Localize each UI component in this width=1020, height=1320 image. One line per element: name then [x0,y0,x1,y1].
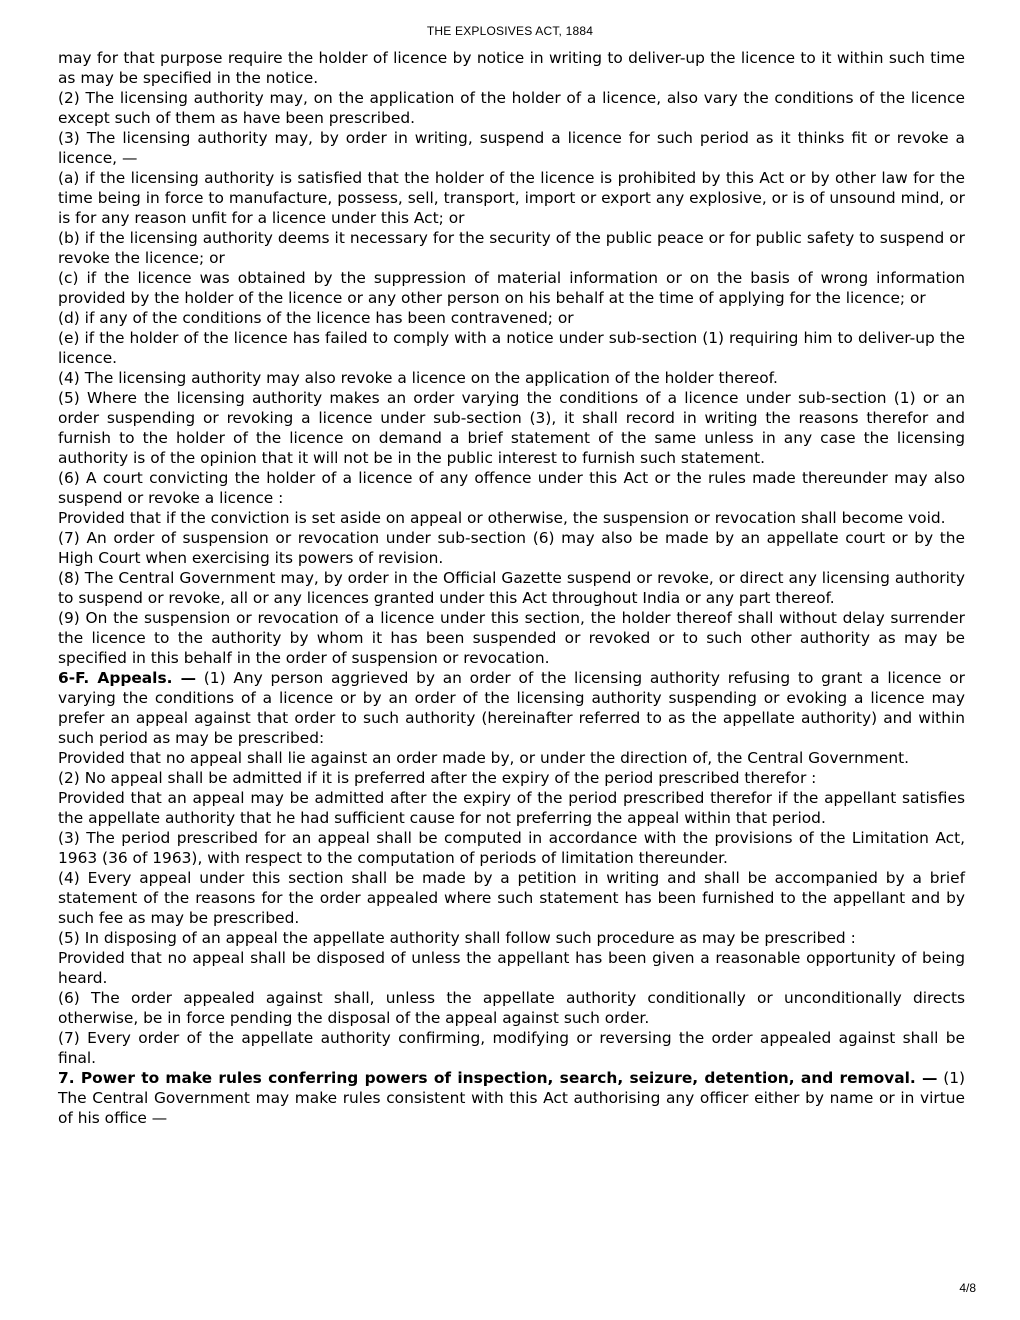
paragraph: (8) The Central Government may, by order in the Official Gazette suspend or revoke, or direct any licensing authority to suspend or revoke, all or any licences granted under this Act throughout India or any part thereof. [58,569,965,607]
paragraph: (b) if the licensing authority deems it necessary for the security of the public peace or for public safety to suspend or revoke the licence; or [58,229,965,267]
paragraph: (4) The licensing authority may also revoke a licence on the application of the holder thereof. [58,369,778,387]
document-body [58,48,965,1128]
section-6f-heading: 6-F. Appeals. — [58,669,197,687]
paragraph: (d) if any of the conditions of the licence has been contravened; or [58,309,574,327]
paragraph: (7) Every order of the appellate authority confirming, modifying or reversing the order appealed against shall be final. [58,1029,965,1067]
section-7-heading: 7. Power to make rules conferring powers of inspection, search, seizure, detention, and removal. — [58,1069,938,1087]
paragraph: (c) if the licence was obtained by the suppression of material information or on the basis of wrong information provided by the holder of the licence or any other person on his behalf at the time of applying for the licence; or [58,269,965,307]
paragraph: (5) Where the licensing authority makes an order varying the conditions of a licence under sub-section (1) or an order suspending or revoking a licence under sub-section (3), it shall record in writing the reasons therefor and furnish to the holder of the licence on demand a brief statement of the same unless in any case the licensing authority is of the opinion that it will not be in the public interest to furnish such statement. [58,389,965,467]
paragraph: (6) A court convicting the holder of a licence of any offence under this Act or the rules made thereunder may also suspend or revoke a licence : [58,469,965,507]
page-number: 4/8 [959,1281,976,1295]
section-6f-text: (1) Any person aggrieved by an order of the licensing authority refusing to grant a licence or varying the conditions of a licence or by an order of the licensing authority suspending or evoking a licence may prefer an appeal against that order to such authority (hereinafter referred to as the appellate authority) and within such period as may be prescribed: [58,669,965,747]
paragraph: Provided that no appeal shall lie against an order made by, or under the direction of, the Central Government. [58,749,910,767]
paragraph: (3) The period prescribed for an appeal shall be computed in accordance with the provisions of the Limitation Act, 1963 (36 of 1963), with respect to the computation of periods of limitation thereunder. [58,829,965,867]
paragraph: (9) On the suspension or revocation of a licence under this section, the holder thereof shall without delay surrender the licence to the authority by whom it has been suspended or revoked or to such other authority as may be specified in this behalf in the order of suspension or revocation. [58,609,965,667]
paragraph: (3) The licensing authority may, by order in writing, suspend a licence for such period as it thinks fit or revoke a licence, — [58,129,965,167]
paragraph: (7) An order of suspension or revocation under sub-section (6) may also be made by an appellate court or by the High Court when exercising its powers of revision. [58,529,965,567]
paragraph: (a) if the licensing authority is satisfied that the holder of the licence is prohibited by this Act or by other law for the time being in force to manufacture, possess, sell, transport, import or export any explosive, or is of unsound mind, or is for any reason unfit for a licence under this Act; or [58,169,965,227]
paragraph: (2) The licensing authority may, on the application of the holder of a licence, also vary the conditions of the licence except such of them as have been prescribed. [58,89,965,127]
paragraph: Provided that no appeal shall be disposed of unless the appellant has been given a reasonable opportunity of being heard. [58,949,965,987]
paragraph: Provided that an appeal may be admitted after the expiry of the period prescribed therefor if the appellant satisfies the appellate authority that he had sufficient cause for not preferring the appeal within that period. [58,789,965,827]
section-6f-paragraph [58,668,965,748]
section-7-text: (1) The Central Government may make rules consistent with this Act authorising any officer either by name or in virtue of his office — [58,1069,965,1127]
section-7-paragraph [58,1068,965,1128]
paragraph: (2) No appeal shall be admitted if it is preferred after the expiry of the period prescribed therefor : [58,769,817,787]
paragraph: Provided that if the conviction is set aside on appeal or otherwise, the suspension or revocation shall become void. [58,509,946,527]
page-header: THE EXPLOSIVES ACT, 1884 [426,24,594,38]
paragraph: (6) The order appealed against shall, unless the appellate authority conditionally or unconditionally directs otherwise, be in force pending the disposal of the appeal against such order. [58,989,965,1027]
paragraph: (5) In disposing of an appeal the appellate authority shall follow such procedure as may be prescribed : [58,929,856,947]
paragraph: may for that purpose require the holder of licence by notice in writing to deliver-up the licence to it within such time as may be specified in the notice. [58,49,965,87]
paragraph: (e) if the holder of the licence has failed to comply with a notice under sub-section (1) requiring him to deliver-up the licence. [58,329,965,367]
paragraph: (4) Every appeal under this section shall be made by a petition in writing and shall be accompanied by a brief statement of the reasons for the order appealed where such statement has been furnished to the appellant and by such fee as may be prescribed. [58,869,965,927]
